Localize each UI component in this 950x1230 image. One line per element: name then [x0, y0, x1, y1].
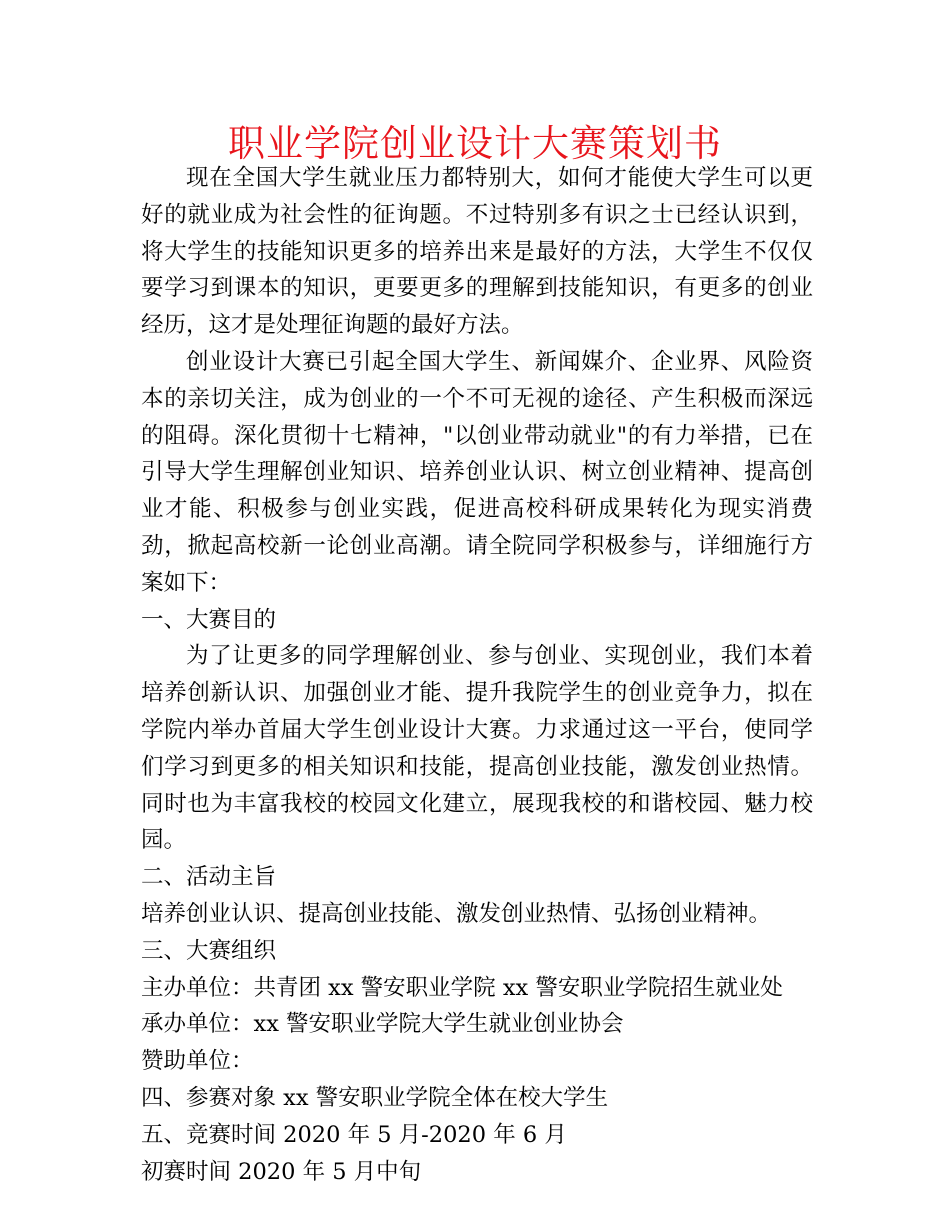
document-title: 职业学院创业设计大赛策划书	[228, 122, 722, 165]
participants-line: 四、参赛对象 xx 警安职业学院全体在校大学生	[141, 1084, 609, 1111]
section-heading-organization: 三、大赛组织	[141, 937, 277, 964]
sponsor-line: 赞助单位：	[141, 1048, 254, 1075]
theme-line: 培养创业认识、提高创业技能、激发创业热情、弘扬创业精神。	[141, 900, 772, 927]
organizer-line: 承办单位：xx 警安职业学院大学生就业创业协会	[141, 1011, 624, 1038]
host-line: 主办单位：共青团 xx 警安职业学院 xx 警安职业学院招生就业处	[141, 974, 783, 1001]
document-body	[141, 160, 813, 1190]
section-heading-theme: 二、活动主旨	[141, 864, 277, 891]
competition-time-line: 五、竞赛时间 2020 年 5 月-2020 年 6 月	[141, 1121, 567, 1148]
intro-paragraph: 现在全国大学生就业压力都特别大，如何才能使大学生可以更好的就业成为社会性的征询题。不过特别多有识之士已经认识到，将大学生的技能知识更多的培养出来是最好的方法，大学生不仅仅要学习到课本的知识，更要更多的理解到技能知识，有更多的创业经历，这才是处理征询题的最好方法。	[141, 165, 813, 339]
purpose-paragraph: 为了让更多的同学理解创业、参与创业、实现创业，我们本着培养创新认识、加强创业才能、提升我院学生的创业竞争力，拟在学院内举办首届大学生创业设计大赛。力求通过这一平台，使同学们学习到更多的相关知识和技能，提高创业技能，激发创业热情。同时也为丰富我校的校园文化建立，展现我校的和谐校园、魅力校园。	[141, 643, 813, 854]
background-paragraph: 创业设计大赛已引起全国大学生、新闻媒介、企业界、风险资本的亲切关注，成为创业的一个不可无视的途径、产生积极而深远的阻碍。深化贯彻十七精神，"以创业带动就业"的有力举措，已在引导大学生理解创业知识、培养创业认识、树立创业精神、提高创业才能、积极参与创业实践，促进高校科研成果转化为现实消费劲，掀起高校新一论创业高潮。请全院同学积极参与，详细施行方案如下：	[141, 348, 813, 596]
preliminary-time-line: 初赛时间 2020 年 5 月中旬	[141, 1158, 422, 1185]
section-heading-purpose: 一、大赛目的	[141, 606, 277, 633]
